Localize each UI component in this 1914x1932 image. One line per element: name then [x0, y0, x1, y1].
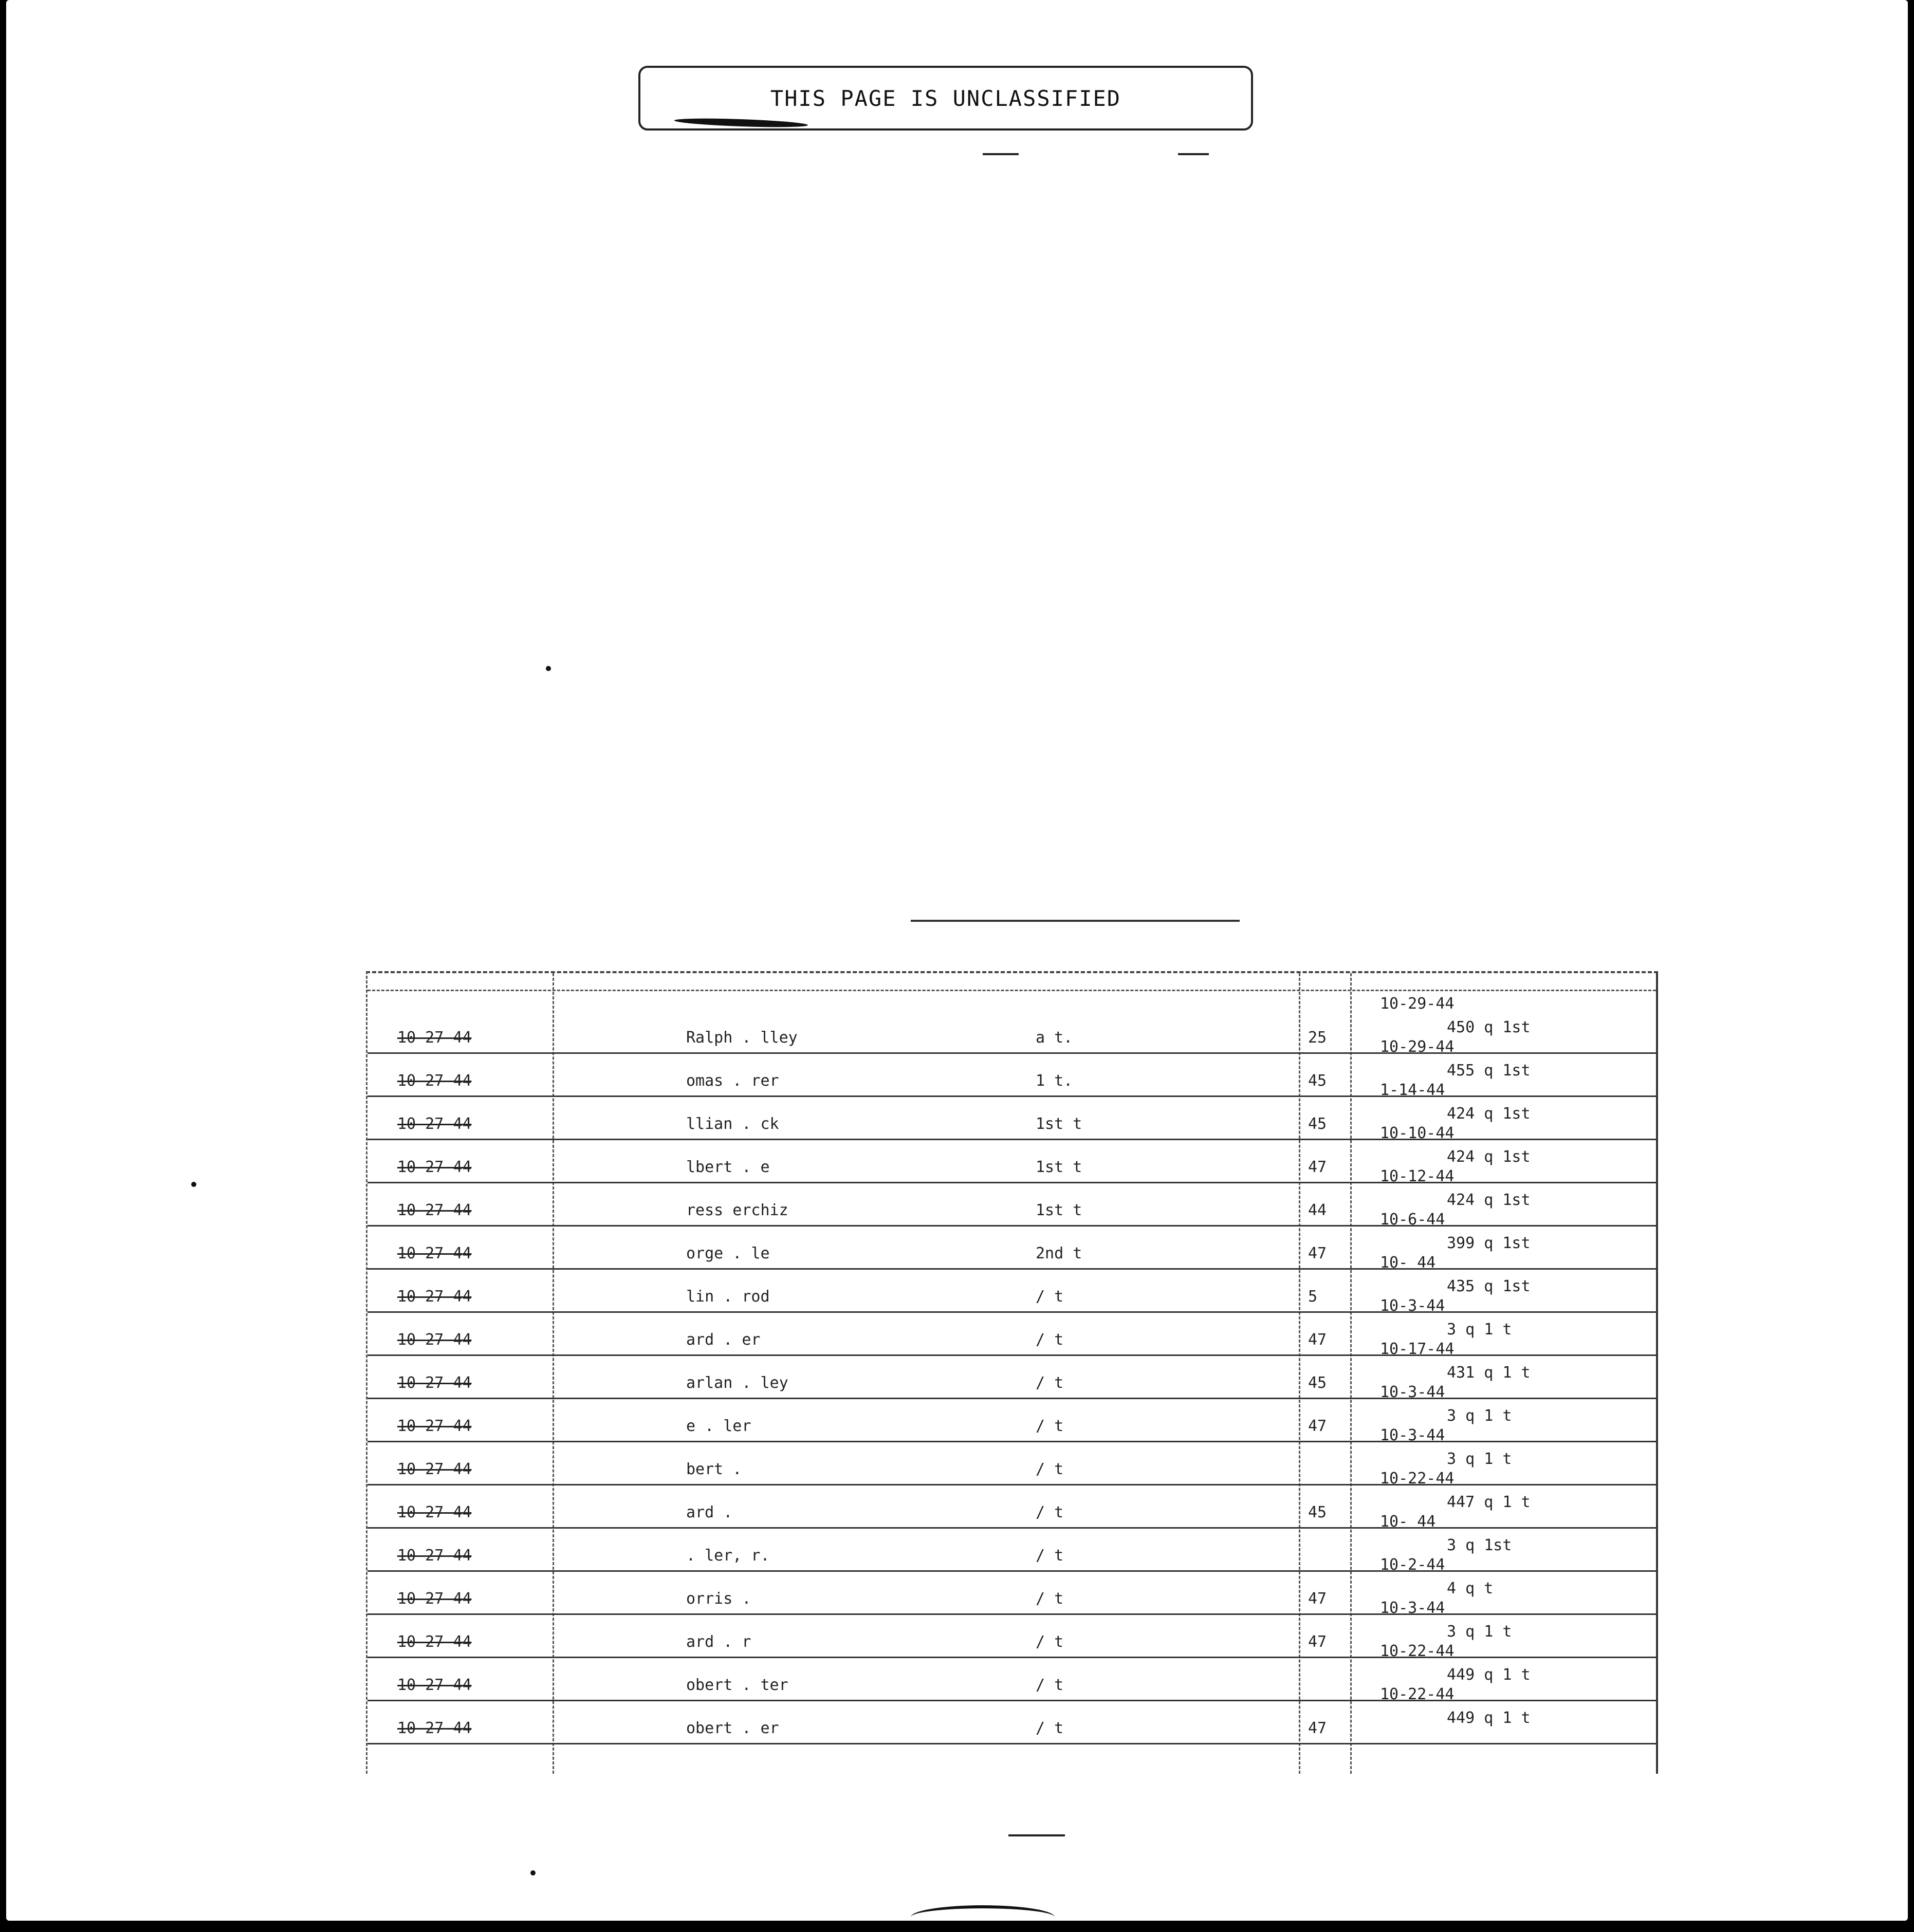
row-ref-date: 10-6-44 — [1380, 1211, 1445, 1229]
row-date: 10-27-44 — [397, 1374, 472, 1392]
row-ref-date: 10-3-44 — [1380, 1599, 1445, 1617]
row-rank: / t — [1036, 1374, 1064, 1392]
row-name: ress erchiz — [686, 1201, 788, 1219]
row-rank: / t — [1036, 1331, 1064, 1349]
row-number: 3 q 1 t — [1447, 1321, 1512, 1339]
row-name: lin . rod — [686, 1288, 770, 1306]
row-date: 10-27-44 — [397, 1072, 472, 1090]
row-ref-date: 10-22-44 — [1380, 1685, 1455, 1703]
row-code: 47 — [1308, 1590, 1327, 1608]
row-ref-date: 10-2-44 — [1380, 1556, 1445, 1574]
row-code: 25 — [1308, 1029, 1327, 1047]
row-ref-date: 10- 44 — [1380, 1513, 1436, 1531]
heading-underline — [911, 920, 1240, 922]
document-page — [6, 0, 1908, 1921]
row-code: 5 — [1308, 1288, 1318, 1306]
row-number: 455 q 1st — [1447, 1062, 1531, 1080]
row-date: 10-27-44 — [397, 1547, 472, 1565]
table-row — [367, 995, 1656, 1054]
row-rank: / t — [1036, 1676, 1064, 1694]
row-name: lbert . e — [686, 1158, 770, 1176]
row-date: 10-27-44 — [397, 1244, 472, 1262]
ledger-header-rule — [367, 990, 1656, 991]
row-number: 424 q 1st — [1447, 1105, 1531, 1123]
row-date: 10-27-44 — [397, 1158, 472, 1176]
row-ref-date: 10-29-44 — [1380, 995, 1455, 1013]
speck — [530, 1870, 536, 1875]
row-date: 10-27-44 — [397, 1590, 472, 1608]
row-ref-date: 1-14-44 — [1380, 1081, 1445, 1099]
row-name: . ler, r. — [686, 1547, 770, 1565]
row-ref-date: 10-3-44 — [1380, 1383, 1445, 1401]
table-row — [367, 1254, 1656, 1313]
row-date: 10-27-44 — [397, 1719, 472, 1737]
row-ref-date: 10-12-44 — [1380, 1167, 1455, 1185]
row-rank: / t — [1036, 1503, 1064, 1521]
row-rank: / t — [1036, 1590, 1064, 1608]
row-code: 45 — [1308, 1072, 1327, 1090]
row-rank: 1 t. — [1036, 1072, 1073, 1090]
row-date: 10-27-44 — [397, 1633, 472, 1651]
table-row — [367, 1470, 1656, 1529]
faded-heading — [829, 878, 1250, 898]
row-name: ard . r — [686, 1633, 751, 1651]
row-rank: / t — [1036, 1288, 1064, 1306]
row-name: ard . — [686, 1503, 733, 1521]
row-code: 44 — [1308, 1201, 1327, 1219]
ledger-table — [366, 971, 1658, 1774]
row-number: 435 q 1st — [1447, 1277, 1531, 1295]
row-number: 424 q 1st — [1447, 1148, 1531, 1166]
row-number: 3 q 1 t — [1447, 1623, 1512, 1641]
row-date: 10-27-44 — [397, 1503, 472, 1521]
row-ref-date: 10-22-44 — [1380, 1642, 1455, 1660]
row-code: 47 — [1308, 1417, 1327, 1435]
row-ref-date: 10-22-44 — [1380, 1470, 1455, 1488]
row-date: 10-27-44 — [397, 1115, 472, 1133]
row-ref-date: 10- 44 — [1380, 1254, 1436, 1272]
row-ref-date: 10-3-44 — [1380, 1426, 1445, 1444]
row-rank: 1st t — [1036, 1158, 1082, 1176]
row-number: 424 q 1st — [1447, 1191, 1531, 1209]
row-rank: / t — [1036, 1719, 1064, 1737]
row-name: llian . ck — [686, 1115, 779, 1133]
row-name: e . ler — [686, 1417, 751, 1435]
divider-dash — [1178, 153, 1209, 155]
row-number: 399 q 1st — [1447, 1234, 1531, 1252]
row-ref-date: 10-29-44 — [1380, 1038, 1455, 1056]
row-code: 45 — [1308, 1503, 1327, 1521]
row-rank: / t — [1036, 1547, 1064, 1565]
row-rank: 1st t — [1036, 1201, 1082, 1219]
row-number: 3 q 1 t — [1447, 1407, 1512, 1425]
row-date: 10-27-44 — [397, 1201, 472, 1219]
row-date: 10-27-44 — [397, 1460, 472, 1478]
row-name: ard . er — [686, 1331, 761, 1349]
row-ref-date: 10-10-44 — [1380, 1124, 1455, 1142]
row-number: 447 q 1 t — [1447, 1493, 1531, 1511]
row-ref-date: 10-17-44 — [1380, 1340, 1455, 1358]
row-code: 45 — [1308, 1115, 1327, 1133]
row-name: orge . le — [686, 1244, 770, 1262]
table-row — [367, 1211, 1656, 1270]
row-code: 45 — [1308, 1374, 1327, 1392]
row-number: 3 q 1 t — [1447, 1450, 1512, 1468]
row-code: 47 — [1308, 1633, 1327, 1651]
row-number: 450 q 1st — [1447, 1018, 1531, 1036]
row-rank: / t — [1036, 1417, 1064, 1435]
row-name: omas . rer — [686, 1072, 779, 1090]
row-rank: 2nd t — [1036, 1244, 1082, 1262]
speck — [191, 1182, 196, 1187]
row-number: 431 q 1 t — [1447, 1364, 1531, 1382]
row-date: 10-27-44 — [397, 1417, 472, 1435]
row-rank: a t. — [1036, 1029, 1073, 1047]
row-name: orris . — [686, 1590, 751, 1608]
row-code: 47 — [1308, 1719, 1327, 1737]
row-date: 10-27-44 — [397, 1331, 472, 1349]
handwritten-mark — [911, 1905, 1055, 1929]
classification-stamp-text: THIS PAGE IS UNCLASSIFIED — [770, 85, 1121, 111]
row-code: 47 — [1308, 1331, 1327, 1349]
row-date: 10-27-44 — [397, 1288, 472, 1306]
row-rank: / t — [1036, 1633, 1064, 1651]
row-number: 3 q 1st — [1447, 1536, 1512, 1554]
row-rank: 1st t — [1036, 1115, 1082, 1133]
row-name: bert . — [686, 1460, 742, 1478]
row-ref-date: 10-3-44 — [1380, 1297, 1445, 1315]
row-date: 10-27-44 — [397, 1029, 472, 1047]
row-name: obert . er — [686, 1719, 779, 1737]
row-number: 4 q t — [1447, 1580, 1494, 1597]
row-name: obert . ter — [686, 1676, 788, 1694]
row-number: 449 q 1 t — [1447, 1709, 1531, 1727]
row-code: 47 — [1308, 1158, 1327, 1176]
row-number: 449 q 1 t — [1447, 1666, 1531, 1684]
divider-dash — [983, 153, 1019, 155]
table-row — [367, 1513, 1656, 1572]
row-rank: / t — [1036, 1460, 1064, 1478]
row-name: Ralph . lley — [686, 1029, 798, 1047]
row-code: 47 — [1308, 1244, 1327, 1262]
row-date: 10-27-44 — [397, 1676, 472, 1694]
page-mark — [1008, 1834, 1065, 1836]
row-name: arlan . ley — [686, 1374, 788, 1392]
speck — [546, 666, 551, 671]
